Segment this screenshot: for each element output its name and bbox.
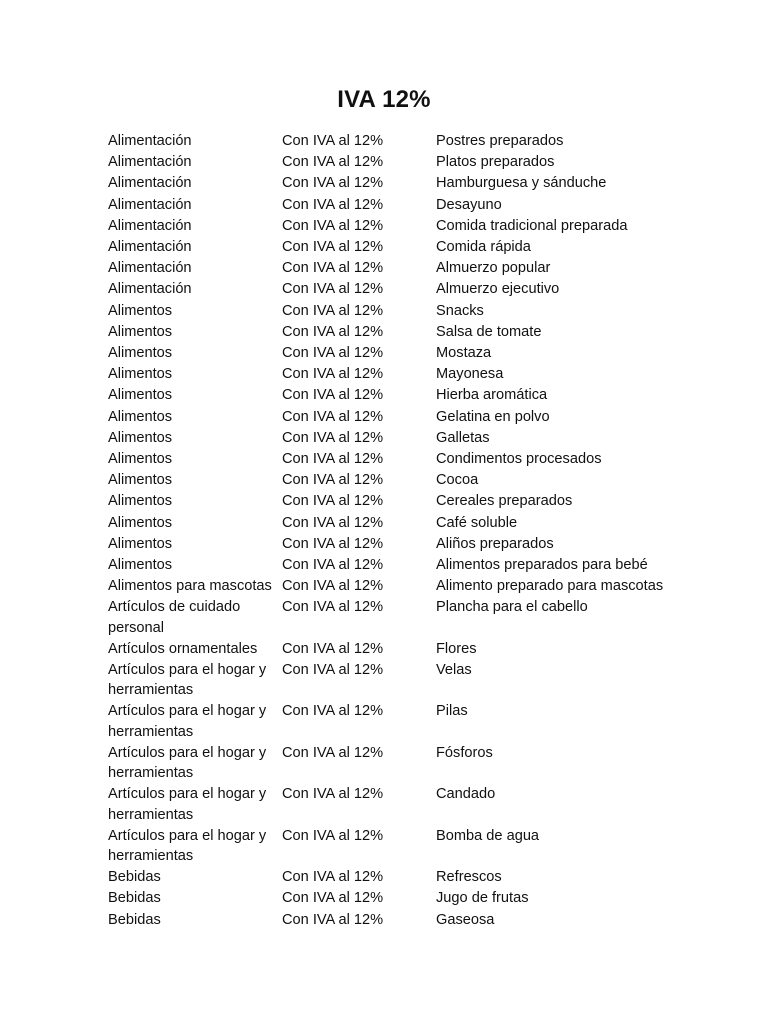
category-cell: Artículos para el hogar y herramientas xyxy=(108,662,267,699)
category-cell: Artículos de cuidado personal xyxy=(108,599,241,636)
tax-cell: Con IVA al 12% xyxy=(282,387,384,404)
category-cell: Alimentación xyxy=(108,217,192,234)
tax-cell: Con IVA al 12% xyxy=(282,514,384,531)
table-row xyxy=(108,322,708,343)
tax-cell: Con IVA al 12% xyxy=(282,408,384,425)
category-cell: Bebidas xyxy=(108,869,161,886)
product-cell: Mostaza xyxy=(436,345,492,362)
product-cell: Hamburguesa y sánduche xyxy=(436,175,607,192)
table-row xyxy=(108,279,708,300)
product-cell: Refrescos xyxy=(436,869,502,886)
table-row xyxy=(108,216,708,237)
iva-table xyxy=(108,131,708,931)
table-row xyxy=(108,470,708,491)
category-cell: Alimentos xyxy=(108,366,173,383)
tax-cell: Con IVA al 12% xyxy=(282,744,384,761)
table-row xyxy=(108,743,708,784)
tax-cell: Con IVA al 12% xyxy=(282,827,384,844)
tax-cell: Con IVA al 12% xyxy=(282,429,384,446)
table-row xyxy=(108,173,708,194)
category-cell: Alimentación xyxy=(108,175,192,192)
table-row xyxy=(108,888,708,909)
product-cell: Mayonesa xyxy=(436,366,504,383)
table-row xyxy=(108,597,708,638)
tax-cell: Con IVA al 12% xyxy=(282,599,384,616)
category-cell: Alimentos xyxy=(108,302,173,319)
tax-cell: Con IVA al 12% xyxy=(282,472,384,489)
category-cell: Alimentos xyxy=(108,493,173,510)
product-cell: Aliños preparados xyxy=(436,535,554,552)
product-cell: Galletas xyxy=(436,429,490,446)
table-row xyxy=(108,237,708,258)
product-cell: Cocoa xyxy=(436,472,479,489)
product-cell: Cereales preparados xyxy=(436,493,573,510)
tax-cell: Con IVA al 12% xyxy=(282,260,384,277)
product-cell: Desayuno xyxy=(436,196,502,213)
tax-cell: Con IVA al 12% xyxy=(282,175,384,192)
product-cell: Alimentos preparados para bebé xyxy=(436,557,648,574)
table-row xyxy=(108,534,708,555)
table-row xyxy=(108,555,708,576)
category-cell: Artículos ornamentales xyxy=(108,640,258,657)
tax-cell: Con IVA al 12% xyxy=(282,557,384,574)
category-cell: Bebidas xyxy=(108,911,161,928)
tax-cell: Con IVA al 12% xyxy=(282,911,384,928)
tax-cell: Con IVA al 12% xyxy=(282,869,384,886)
category-cell: Artículos para el hogar y herramientas xyxy=(108,827,267,864)
product-cell: Jugo de frutas xyxy=(436,890,529,907)
product-cell: Almuerzo ejecutivo xyxy=(436,281,560,298)
category-cell: Alimentación xyxy=(108,133,192,149)
table-row xyxy=(108,910,708,931)
tax-cell: Con IVA al 12% xyxy=(282,493,384,510)
category-cell: Alimentación xyxy=(108,281,192,298)
product-cell: Comida tradicional preparada xyxy=(436,217,628,234)
table-row xyxy=(108,660,708,701)
table-row xyxy=(108,364,708,385)
table-row xyxy=(108,491,708,512)
table-row xyxy=(108,576,708,597)
tax-cell: Con IVA al 12% xyxy=(282,890,384,907)
category-cell: Alimentos xyxy=(108,451,173,468)
category-cell: Alimentos xyxy=(108,472,173,489)
product-cell: Café soluble xyxy=(436,514,518,531)
table-row xyxy=(108,449,708,470)
product-cell: Comida rápida xyxy=(436,239,531,256)
category-cell: Alimentos xyxy=(108,387,173,404)
product-cell: Almuerzo popular xyxy=(436,260,551,277)
category-cell: Alimentos xyxy=(108,535,173,552)
category-cell: Artículos para el hogar y herramientas xyxy=(108,786,267,823)
page-title: IVA 12% xyxy=(337,86,431,113)
table-row xyxy=(108,826,708,867)
tax-cell: Con IVA al 12% xyxy=(282,239,384,256)
tax-cell: Con IVA al 12% xyxy=(282,154,384,171)
tax-cell: Con IVA al 12% xyxy=(282,662,384,679)
product-cell: Pilas xyxy=(436,703,468,720)
table-row xyxy=(108,407,708,428)
table-row xyxy=(108,385,708,406)
table-row xyxy=(108,343,708,364)
tax-cell: Con IVA al 12% xyxy=(282,345,384,362)
table-row xyxy=(108,131,708,152)
product-cell: Bomba de agua xyxy=(436,827,540,844)
tax-cell: Con IVA al 12% xyxy=(282,196,384,213)
table-row xyxy=(108,701,708,742)
product-cell: Gaseosa xyxy=(436,911,495,928)
tax-cell: Con IVA al 12% xyxy=(282,786,384,803)
product-cell: Condimentos procesados xyxy=(436,451,602,468)
category-cell: Alimentos xyxy=(108,323,173,340)
tax-cell: Con IVA al 12% xyxy=(282,703,384,720)
product-cell: Postres preparados xyxy=(436,133,564,149)
tax-cell: Con IVA al 12% xyxy=(282,217,384,234)
table-row xyxy=(108,428,708,449)
category-cell: Alimentación xyxy=(108,154,192,171)
product-cell: Gelatina en polvo xyxy=(436,408,550,425)
table-row xyxy=(108,301,708,322)
category-cell: Artículos para el hogar y herramientas xyxy=(108,703,267,740)
product-cell: Velas xyxy=(436,662,472,679)
category-cell: Alimentos xyxy=(108,345,173,362)
category-cell: Alimentos xyxy=(108,429,173,446)
tax-cell: Con IVA al 12% xyxy=(282,323,384,340)
category-cell: Alimentación xyxy=(108,239,192,256)
product-cell: Plancha para el cabello xyxy=(436,599,588,616)
tax-cell: Con IVA al 12% xyxy=(282,133,384,149)
product-cell: Snacks xyxy=(436,302,484,319)
table-row xyxy=(108,639,708,660)
product-cell: Candado xyxy=(436,786,496,803)
product-cell: Flores xyxy=(436,640,477,657)
category-cell: Artículos para el hogar y herramientas xyxy=(108,744,267,782)
category-cell: Alimentos para mascotas xyxy=(108,578,272,595)
product-cell: Salsa de tomate xyxy=(436,323,542,340)
product-cell: Platos preparados xyxy=(436,154,555,171)
tax-cell: Con IVA al 12% xyxy=(282,302,384,319)
table-row xyxy=(108,784,708,825)
table-row xyxy=(108,867,708,888)
product-cell: Hierba aromática xyxy=(436,387,548,404)
category-cell: Alimentos xyxy=(108,408,173,425)
tax-cell: Con IVA al 12% xyxy=(282,640,384,657)
product-cell: Alimento preparado para mascotas xyxy=(436,578,664,595)
iva-table-body xyxy=(108,131,708,931)
tax-cell: Con IVA al 12% xyxy=(282,578,384,595)
category-cell: Alimentación xyxy=(108,196,192,213)
category-cell: Alimentos xyxy=(108,514,173,531)
tax-cell: Con IVA al 12% xyxy=(282,535,384,552)
product-cell: Fósforos xyxy=(436,744,493,761)
tax-cell: Con IVA al 12% xyxy=(282,451,384,468)
table-row xyxy=(108,152,708,173)
category-cell: Bebidas xyxy=(108,890,161,907)
table-row xyxy=(108,513,708,534)
table-row xyxy=(108,195,708,216)
table-row xyxy=(108,258,708,279)
category-cell: Alimentación xyxy=(108,260,192,277)
category-cell: Alimentos xyxy=(108,557,173,574)
tax-cell: Con IVA al 12% xyxy=(282,281,384,298)
tax-cell: Con IVA al 12% xyxy=(282,366,384,383)
